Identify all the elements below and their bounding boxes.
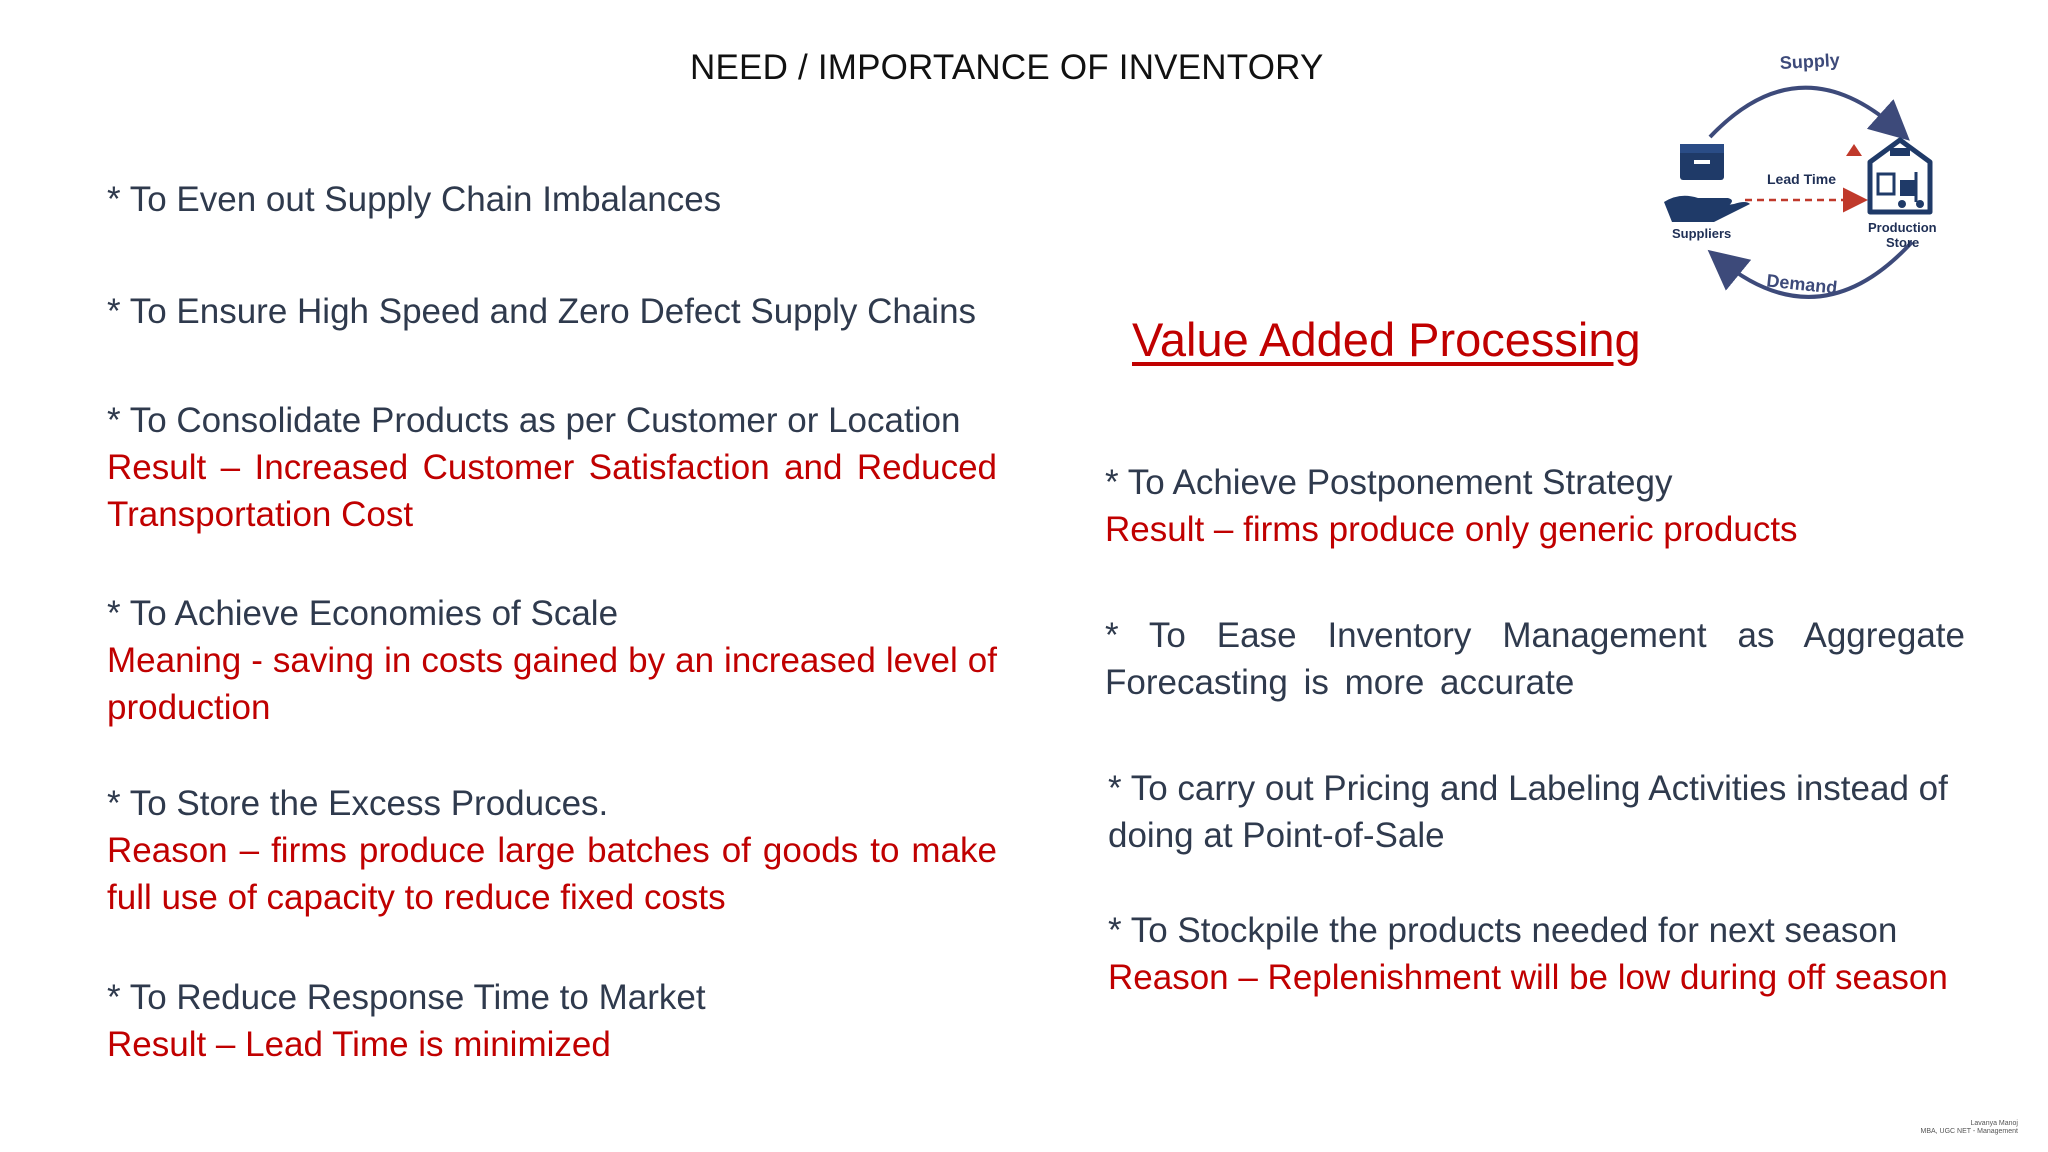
- right-item-3-heading: * To carry out Pricing and Labeling Activities instead of doing at Point-of-Sale: [1108, 769, 1948, 855]
- right-item-1-heading: * To Achieve Postponement Strategy: [1105, 463, 1673, 502]
- supply-cycle-graphic: [1650, 52, 1960, 312]
- store-label: Store: [1886, 235, 1920, 250]
- watermark: [1888, 1120, 2018, 1146]
- suppliers-label: Suppliers: [1672, 226, 1732, 241]
- page-title: NEED / IMPORTANCE OF INVENTORY: [690, 48, 1324, 87]
- section-title-value-added-processing: Value Added Processing: [1132, 313, 1641, 366]
- left-item-5-heading: * To Store the Excess Produces.: [107, 784, 609, 823]
- demand-label: Demand: [1765, 270, 1839, 298]
- right-item-2: [1105, 612, 1965, 706]
- left-item-3-heading: * To Consolidate Products as per Customer or Location: [107, 401, 961, 440]
- supply-arrow: [1710, 88, 1898, 137]
- suppliers-icon: [1664, 144, 1750, 222]
- left-item-6-note: Result – Lead Time is minimized: [107, 1025, 611, 1064]
- lead-time-up-icon: [1846, 144, 1862, 156]
- left-item-2: [107, 288, 976, 335]
- left-item-4-note: Meaning - saving in costs gained by an increased level of production: [107, 641, 997, 727]
- right-item-4: [1108, 907, 1968, 1001]
- right-item-1-note: Result – firms produce only generic products: [1105, 510, 1798, 549]
- left-item-1-heading: * To Even out Supply Chain Imbalances: [107, 180, 722, 219]
- left-item-5-note: Reason – firms produce large batches of goods to make full use of capacity to reduce fixed costs: [107, 831, 997, 917]
- left-item-1: [107, 176, 721, 223]
- left-item-4: [107, 590, 997, 731]
- left-item-3: [107, 397, 997, 538]
- lead-time-label: Lead Time: [1767, 171, 1836, 187]
- left-item-6-heading: * To Reduce Response Time to Market: [107, 978, 706, 1017]
- left-item-5: [107, 780, 997, 921]
- left-item-2-heading: * To Ensure High Speed and Zero Defect Supply Chains: [107, 292, 977, 331]
- right-item-4-note: Reason – Replenishment will be low during off season: [1108, 958, 1948, 997]
- watermark-line1: Lavanya Manoj: [1970, 1120, 2018, 1127]
- right-item-2-heading: * To Ease Inventory Management as Aggregate Forecasting is more accurate: [1105, 616, 1965, 702]
- left-item-6: [107, 974, 997, 1068]
- right-item-4-heading: * To Stockpile the products needed for next season: [1108, 911, 1898, 950]
- watermark-line2: MBA, UGC NET - Management: [1920, 1128, 2018, 1135]
- warehouse-icon: [1870, 140, 1930, 212]
- left-item-4-heading: * To Achieve Economies of Scale: [107, 594, 619, 633]
- production-label: Production: [1868, 220, 1937, 235]
- left-item-3-note: Result – Increased Customer Satisfaction and Reduced Transportation Cost: [107, 448, 997, 534]
- supply-demand-diagram: [1650, 52, 1960, 312]
- right-item-3: [1108, 765, 1968, 859]
- supply-label: Supply: [1779, 52, 1841, 74]
- right-item-1: [1105, 459, 1965, 553]
